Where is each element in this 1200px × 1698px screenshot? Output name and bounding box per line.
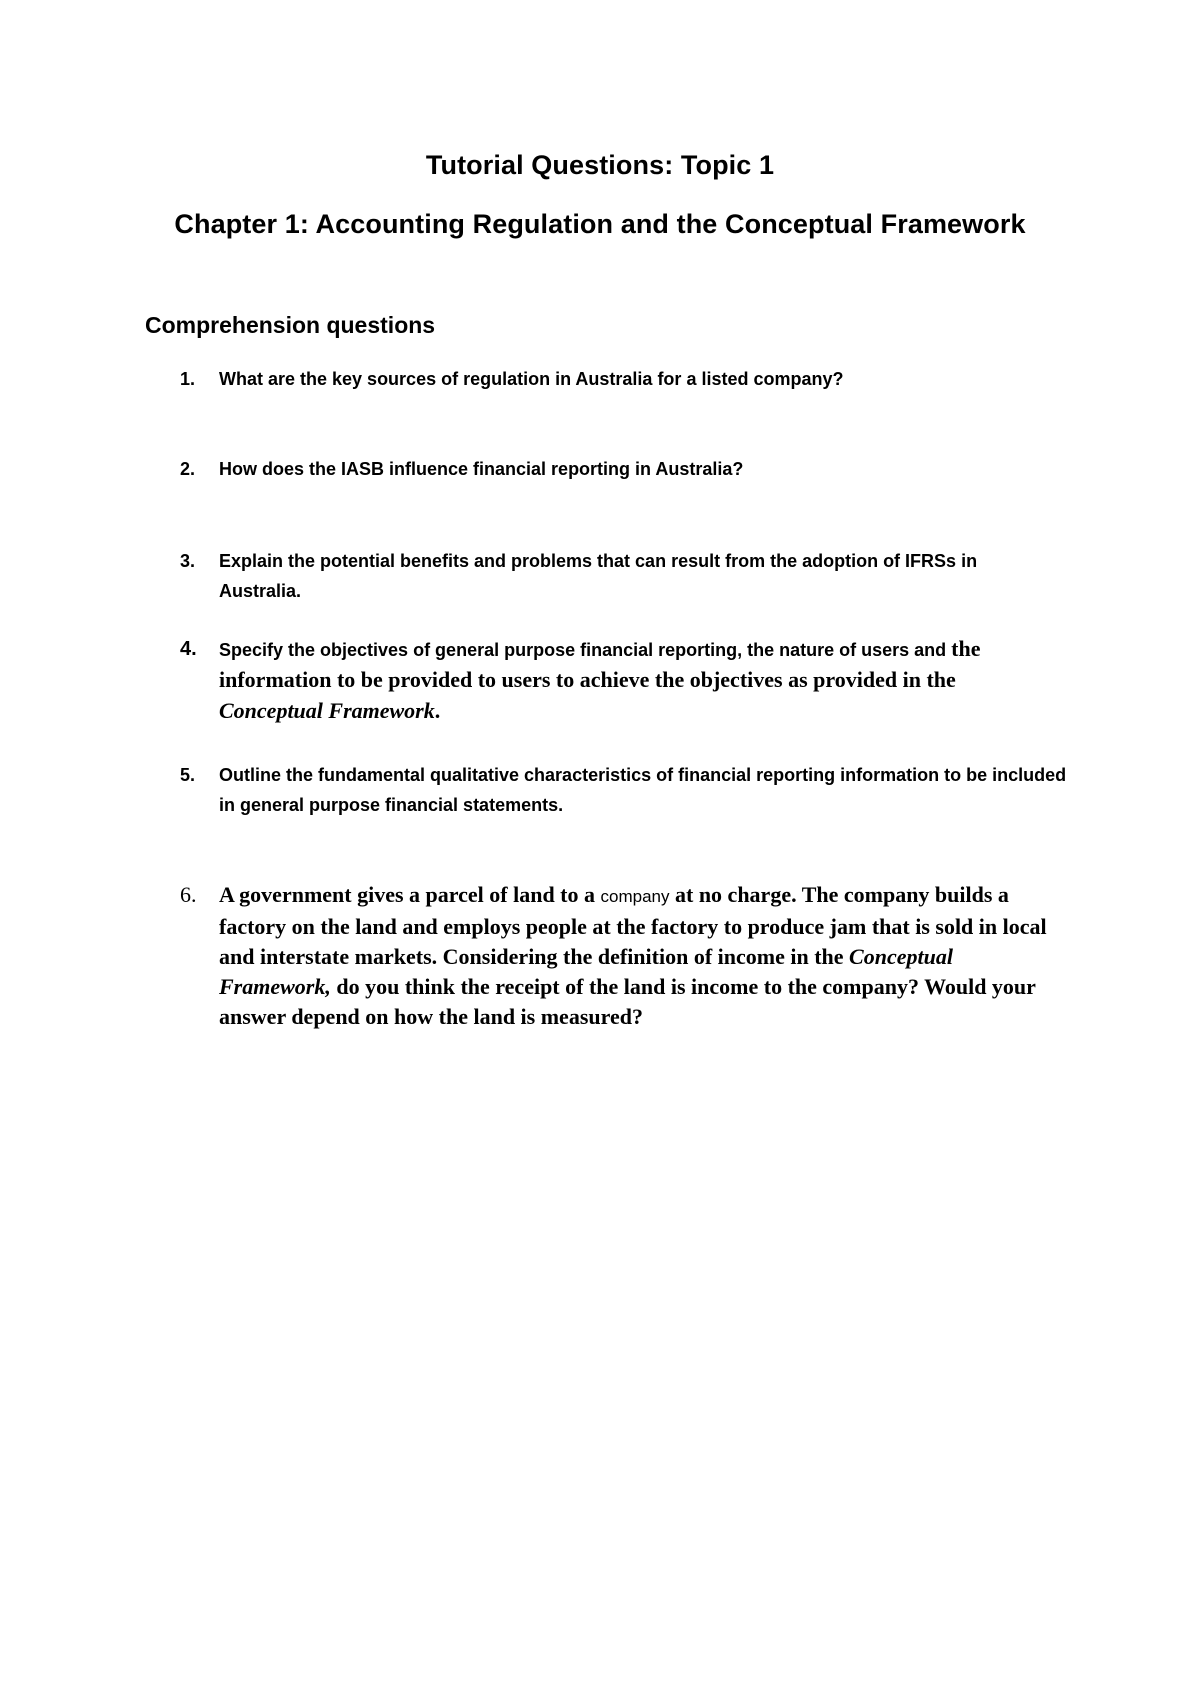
question-text-italic: Conceptual Framework, — [219, 944, 953, 999]
question-text-company: company — [600, 887, 670, 906]
question-text-part3: do you think the receipt of the land is income to the company? Would your answer depend on how the land is measured? — [219, 974, 1036, 1029]
question-1 — [180, 364, 1080, 394]
question-5 — [180, 760, 1080, 820]
question-3 — [180, 546, 1060, 606]
question-text — [219, 880, 1050, 1032]
question-text-rest: the information to be provided to users to achieve the objectives as provided in the — [219, 636, 981, 692]
question-text-italic: Conceptual Framework — [219, 698, 435, 723]
question-number: 3. — [180, 551, 196, 571]
question-2 — [180, 454, 1080, 484]
chapter-title: Chapter 1: Accounting Regulation and the Conceptual Framework — [174, 209, 1026, 239]
question-4 — [180, 634, 1060, 727]
question-text-part1: A government gives a parcel of land to a — [219, 882, 596, 907]
question-number: 5. — [180, 765, 196, 785]
question-text: Outline the fundamental qualitative characteristics of financial reporting information to be included in general purpose financial statements. — [219, 765, 1067, 815]
question-6 — [180, 880, 1050, 1032]
section-heading: Comprehension questions — [145, 312, 436, 338]
question-text: Explain the potential benefits and problems that can result from the adoption of IFRSs in Australia. — [219, 551, 978, 601]
question-number: 2. — [180, 459, 196, 479]
question-number: 1. — [180, 369, 196, 389]
page-title: Tutorial Questions: Topic 1 — [425, 150, 775, 180]
question-text: What are the key sources of regulation in Australia for a listed company? — [219, 369, 844, 389]
question-text: How does the IASB influence financial reporting in Australia? — [219, 459, 744, 479]
question-number: 6. — [180, 882, 197, 907]
question-text-lead: Specify the objectives of general purpose financial reporting, the nature of users and — [219, 640, 947, 660]
question-number: 4. — [180, 638, 197, 660]
question-text-end: . — [434, 698, 441, 723]
question-text — [219, 634, 1060, 727]
question-text-part2: at no charge. The company builds a factory on the land and employs people at the factory to produce jam that is sold in local and interstate markets. Considering the definition of income in the — [219, 882, 1047, 969]
